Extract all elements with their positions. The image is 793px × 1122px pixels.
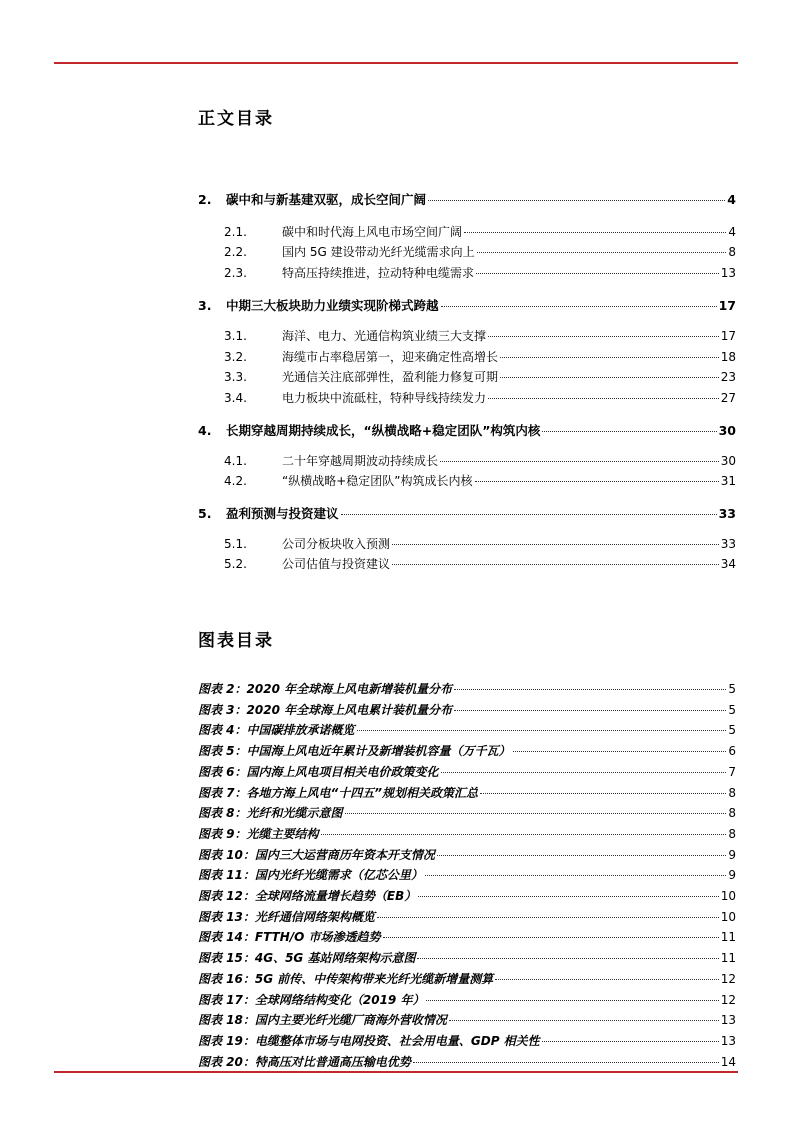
figure-entry-page: 12 xyxy=(720,992,736,1007)
figure-entry-title: 图表 9：光缆主要结构 xyxy=(198,826,319,841)
toc-entry-page: 13 xyxy=(720,266,736,280)
toc-entry-title: 海洋、电力、光通信构筑业绩三大支撑 xyxy=(282,329,487,343)
toc-entry-number: 2.2. xyxy=(224,245,247,259)
toc-entry-page: 18 xyxy=(720,350,736,364)
dot-leader xyxy=(454,710,726,711)
figure-entry-title: 图表 18：国内主要光纤光缆厂商海外营收情况 xyxy=(198,1013,447,1028)
figure-entry-page: 5 xyxy=(728,682,736,696)
figure-entry-page: 9 xyxy=(728,847,736,862)
figure-entry[interactable] xyxy=(198,1032,736,1049)
toc-entry-title: 碳中和时代海上风电市场空间广阔 xyxy=(282,225,463,239)
dot-leader xyxy=(464,232,726,233)
toc-entry-title: 碳中和与新基建双驱，成长空间广阔 xyxy=(226,192,427,207)
figure-entry-page: 10 xyxy=(720,889,736,903)
figures-heading: 图表目录 xyxy=(198,631,274,651)
toc-entry-number: 3.4. xyxy=(224,391,247,405)
dot-leader xyxy=(500,357,719,358)
dot-leader xyxy=(377,917,719,918)
figure-entry-page: 13 xyxy=(720,1033,736,1048)
dot-leader xyxy=(454,689,726,690)
dot-leader xyxy=(428,200,725,201)
dot-leader xyxy=(418,896,718,897)
dot-leader xyxy=(441,772,727,773)
toc-entry-number: 4.2. xyxy=(224,474,247,488)
dot-leader xyxy=(425,875,726,876)
dot-leader xyxy=(321,834,727,835)
toc-subsection-entry[interactable] xyxy=(198,472,736,489)
toc-entry-page: 33 xyxy=(718,506,736,521)
figure-entry-title: 图表 19：电缆整体市场与电网投资、社会用电量、GDP 相关性 xyxy=(198,1033,540,1048)
figure-entry[interactable] xyxy=(198,866,736,883)
dot-leader xyxy=(542,431,716,432)
toc-subsection-entry[interactable] xyxy=(198,223,736,240)
toc-entry-page: 4 xyxy=(728,225,736,239)
figure-entry-title: 图表 10：国内三大运营商历年资本开支情况 xyxy=(198,847,435,862)
header-rule xyxy=(54,62,738,64)
figure-entry[interactable] xyxy=(198,721,736,738)
toc-entry-page: 31 xyxy=(720,474,736,488)
figure-entry-page: 14 xyxy=(720,1054,736,1069)
figure-entry[interactable] xyxy=(198,1053,736,1070)
toc-entry-page: 27 xyxy=(720,391,736,405)
toc-entry-page: 30 xyxy=(720,454,736,468)
dot-leader xyxy=(441,306,717,307)
figure-entry[interactable] xyxy=(198,846,736,863)
toc-section-entry[interactable] xyxy=(198,296,736,314)
dot-leader xyxy=(480,793,726,794)
toc-entry-number: 3.1. xyxy=(224,329,247,343)
toc-entry-title: 光通信关注底部弹性，盈利能力修复可期 xyxy=(282,370,499,384)
figure-entry-page: 5 xyxy=(728,723,736,738)
dot-leader xyxy=(449,1020,719,1021)
toc-entry-page: 33 xyxy=(720,537,736,551)
toc-section-entry[interactable] xyxy=(198,190,736,208)
figure-entry[interactable] xyxy=(198,701,736,718)
toc-entry-title: “纵横战略+稳定团队”构筑成长内核 xyxy=(282,474,473,488)
toc-entry-title: 公司估值与投资建议 xyxy=(282,557,391,571)
figure-entry[interactable] xyxy=(198,680,736,697)
toc-entry-title: 盈利预测与投资建议 xyxy=(226,506,339,521)
figure-entry[interactable] xyxy=(198,763,736,780)
dot-leader xyxy=(392,544,719,545)
figure-entry[interactable] xyxy=(198,825,736,842)
figure-entry-page: 7 xyxy=(728,764,736,779)
toc-subsection-entry[interactable] xyxy=(198,348,736,365)
figure-entry[interactable] xyxy=(198,928,736,945)
figure-entry-title: 图表 12：全球网络流量增长趋势（EB） xyxy=(198,889,417,903)
dot-leader xyxy=(476,273,719,274)
figure-entry[interactable] xyxy=(198,908,736,925)
toc-entry-title: 海缆市占率稳居第一，迎来确定性高增长 xyxy=(282,350,499,364)
dot-leader xyxy=(513,751,727,752)
dot-leader xyxy=(542,1041,719,1042)
toc-subsection-entry[interactable] xyxy=(198,327,736,344)
figure-entry-title: 图表 3：2020 年全球海上风电累计装机量分布 xyxy=(198,702,453,717)
toc-entry-number: 2.1. xyxy=(224,225,247,239)
dot-leader xyxy=(383,937,719,938)
toc-entry-title: 二十年穿越周期波动持续成长 xyxy=(282,454,439,468)
dot-leader xyxy=(417,958,718,959)
figure-entry-title: 图表 6：国内海上风电项目相关电价政策变化 xyxy=(198,764,439,779)
figure-entry-title: 图表 15：4G、5G 基站网络架构示意图 xyxy=(198,951,416,966)
dot-leader xyxy=(413,1062,719,1063)
toc-section-entry[interactable] xyxy=(198,504,736,522)
dot-leader xyxy=(437,855,726,856)
toc-entry-number: 5.2. xyxy=(224,557,247,571)
toc-entry-title: 电力板块中流砥柱，特种导线持续发力 xyxy=(282,391,487,405)
dot-leader xyxy=(357,730,727,731)
toc-heading: 正文目录 xyxy=(198,109,274,129)
dot-leader xyxy=(426,1000,718,1001)
figure-entry-page: 5 xyxy=(728,702,736,717)
dot-leader xyxy=(345,813,727,814)
figure-entry-title: 图表 17：全球网络结构变化（2019 年） xyxy=(198,992,425,1007)
figure-entry[interactable] xyxy=(198,804,736,821)
figure-entry-title: 图表 2：2020 年全球海上风电新增装机量分布 xyxy=(198,682,453,696)
figure-entry[interactable] xyxy=(198,1011,736,1028)
figure-entry-title: 图表 13：光纤通信网络架构概览 xyxy=(198,909,375,924)
figure-entry-page: 9 xyxy=(728,868,736,883)
figure-entry[interactable] xyxy=(198,784,736,801)
toc-entry-title: 长期穿越周期持续成长，“纵横战略+稳定团队”构筑内核 xyxy=(226,423,541,438)
figure-entry[interactable] xyxy=(198,970,736,987)
toc-entry-page: 4 xyxy=(727,192,736,207)
toc-entry-page: 17 xyxy=(718,298,736,313)
toc-section-entry[interactable] xyxy=(198,421,736,439)
dot-leader xyxy=(475,481,719,482)
figure-entry-page: 13 xyxy=(720,1013,736,1028)
toc-entry-page: 23 xyxy=(720,370,736,384)
figure-entry-title: 图表 4：中国碳排放承诺概览 xyxy=(198,723,355,738)
toc-subsection-entry[interactable] xyxy=(198,368,736,385)
figure-entry-page: 12 xyxy=(720,971,736,986)
figure-entry-title: 图表 16：5G 前传、中传架构带来光纤光缆新增量测算 xyxy=(198,971,494,986)
toc-entry-page: 34 xyxy=(720,557,736,571)
toc-entry-number: 2. xyxy=(198,192,212,207)
toc-entry-number: 5.1. xyxy=(224,537,247,551)
toc-entry-title: 特高压持续推进，拉动特种电缆需求 xyxy=(282,266,475,280)
figure-entry-page: 8 xyxy=(728,785,736,800)
toc-entry-page: 8 xyxy=(728,245,736,259)
dot-leader xyxy=(341,514,717,515)
toc-entry-title: 公司分板块收入预测 xyxy=(282,537,391,551)
dot-leader xyxy=(440,461,719,462)
toc-entry-number: 3. xyxy=(198,298,212,313)
toc-entry-page: 30 xyxy=(718,423,736,438)
toc-entry-number: 2.3. xyxy=(224,266,247,280)
toc-subsection-entry[interactable] xyxy=(198,555,736,572)
toc-entry-number: 4. xyxy=(198,423,212,438)
dot-leader xyxy=(392,564,719,565)
toc-subsection-entry[interactable] xyxy=(198,452,736,469)
dot-leader xyxy=(500,377,719,378)
figure-entry-title: 图表 14：FTTH/O 市场渗透趋势 xyxy=(198,930,381,945)
toc-entry-title: 国内 5G 建设带动光纤光缆需求向上 xyxy=(282,245,475,259)
figure-entry-page: 6 xyxy=(728,744,736,759)
figure-entry[interactable] xyxy=(198,887,736,904)
figure-entry-page: 11 xyxy=(720,951,736,966)
dot-leader xyxy=(477,252,727,253)
footer-rule xyxy=(54,1071,738,1073)
figure-entry-page: 10 xyxy=(720,909,736,924)
toc-entry-number: 5. xyxy=(198,506,212,521)
figure-entry-title: 图表 11：国内光纤光缆需求（亿芯公里） xyxy=(198,868,423,883)
figure-entry-page: 8 xyxy=(728,826,736,841)
dot-leader xyxy=(495,979,718,980)
dot-leader xyxy=(488,398,719,399)
figure-entry-title: 图表 5：中国海上风电近年累计及新增装机容量（万千瓦） xyxy=(198,744,511,759)
toc-subsection-entry[interactable] xyxy=(198,243,736,260)
toc-subsection-entry[interactable] xyxy=(198,264,736,281)
figure-entry-page: 8 xyxy=(728,806,736,821)
toc-entry-number: 3.2. xyxy=(224,350,247,364)
toc-entry-page: 17 xyxy=(720,329,736,343)
toc-subsection-entry[interactable] xyxy=(198,535,736,552)
figure-entry-title: 图表 20：特高压对比普通高压输电优势 xyxy=(198,1054,411,1069)
toc-entry-number: 4.1. xyxy=(224,454,247,468)
toc-entry-title: 中期三大板块助力业绩实现阶梯式跨越 xyxy=(226,298,439,313)
figure-entry-title: 图表 8：光纤和光缆示意图 xyxy=(198,806,343,821)
toc-entry-number: 3.3. xyxy=(224,370,247,384)
figure-entry[interactable] xyxy=(198,742,736,759)
figure-entry[interactable] xyxy=(198,991,736,1008)
figure-entry[interactable] xyxy=(198,949,736,966)
dot-leader xyxy=(488,336,719,337)
figure-entry-page: 11 xyxy=(720,930,736,945)
figure-entry-title: 图表 7：各地方海上风电“十四五”规划相关政策汇总 xyxy=(198,785,478,800)
toc-subsection-entry[interactable] xyxy=(198,389,736,406)
